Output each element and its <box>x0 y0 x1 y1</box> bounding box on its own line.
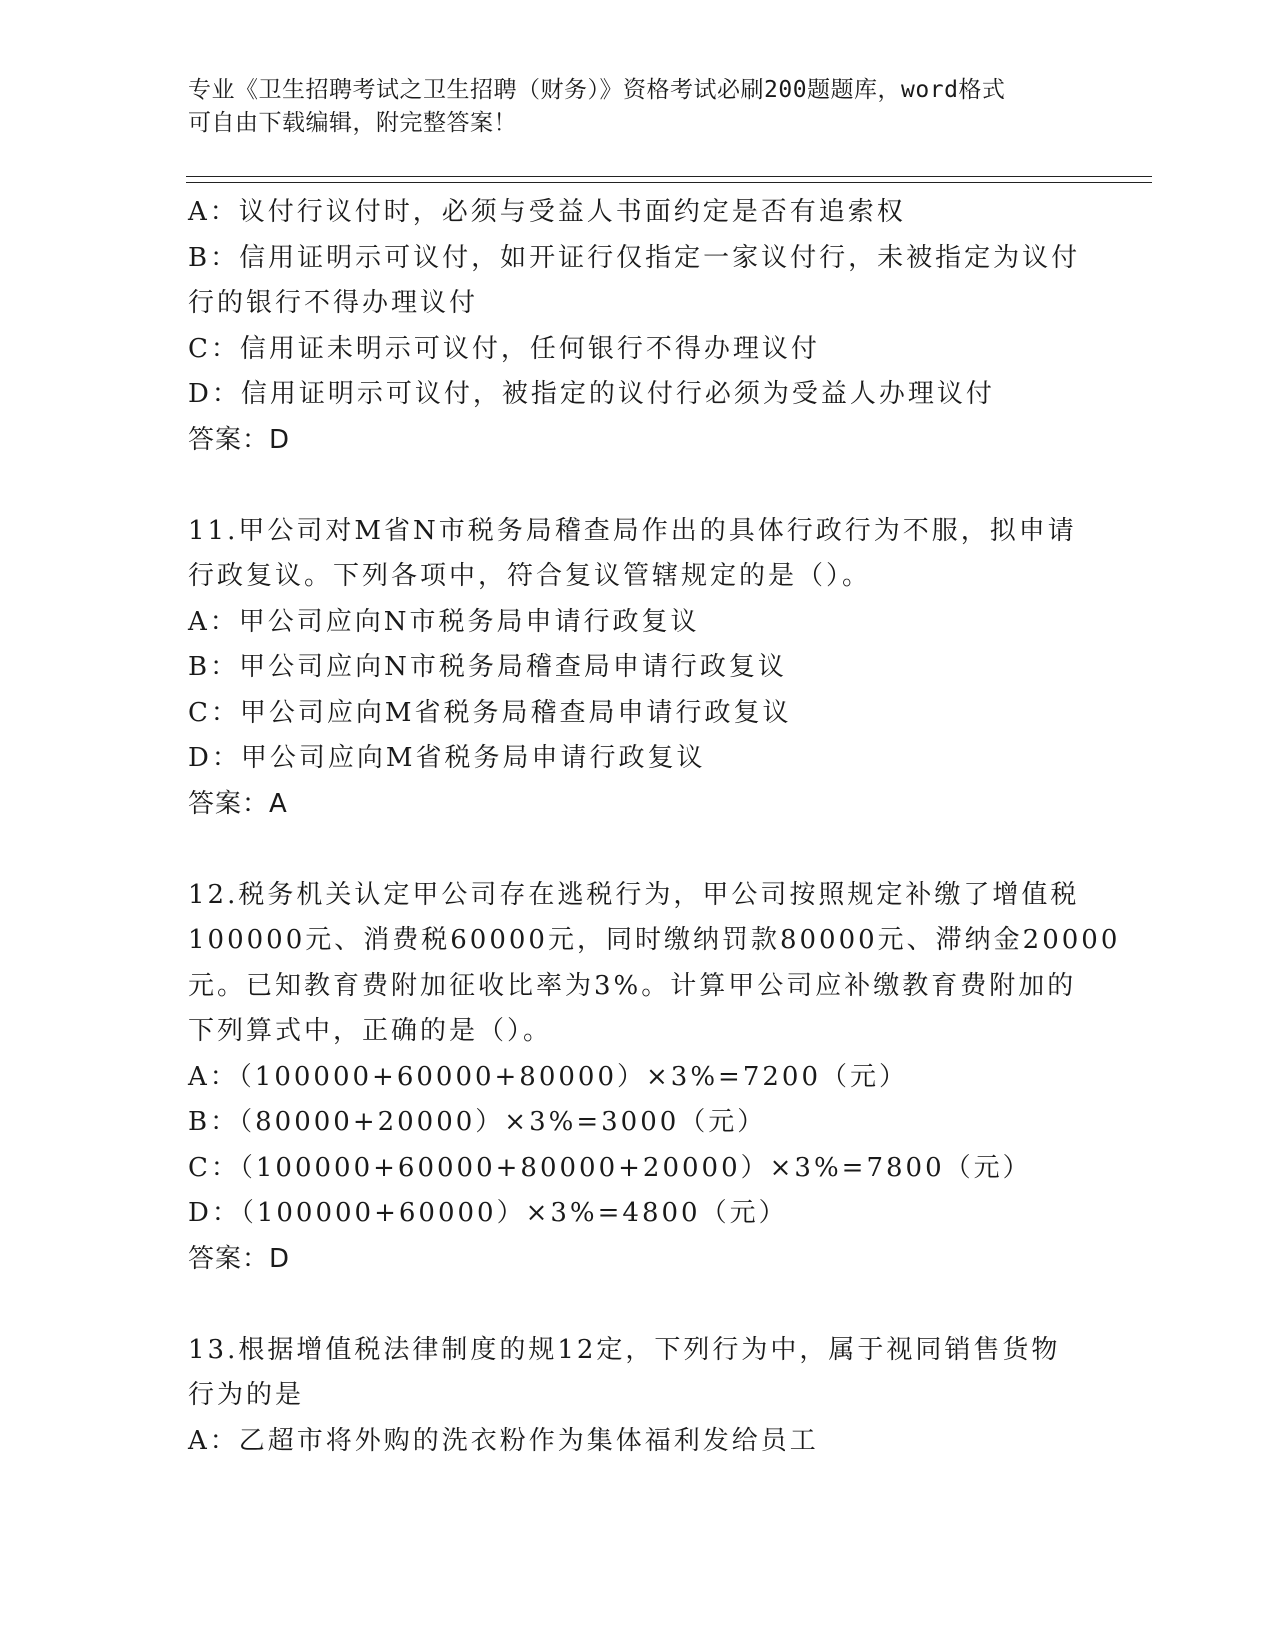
q11-option-c: C：甲公司应向M省税务局稽查局申请行政复议 <box>188 697 792 728</box>
header-divider-top <box>186 176 1152 177</box>
q10-option-b-line-2: 行的银行不得办理议付 <box>188 288 479 318</box>
q12-option-b: B：（80000+20000）×3%=3000（元） <box>188 1107 767 1137</box>
q12-answer: 答案：D <box>188 1243 291 1274</box>
q11-stem-line-2: 行政复议。下列各项中，符合复议管辖规定的是（）。 <box>188 561 872 591</box>
q10-option-b-line-1: B：信用证明示可议付，如开证行仅指定一家议付行，未被指定为议付 <box>188 242 1081 273</box>
q13-stem-line-2: 行为的是 <box>188 1380 305 1410</box>
q12-stem-line-1: 12.税务机关认定甲公司存在逃税行为，甲公司按照规定补缴了增值税 <box>188 879 1080 910</box>
q12-stem-line-4: 下列算式中，正确的是（）。 <box>188 1016 553 1046</box>
header-title-line-1: 专业《卫生招聘考试之卫生招聘（财务）》资格考试必刷200题题库，word格式 <box>188 77 1006 103</box>
q11-option-b: B：甲公司应向N市税务局稽查局申请行政复议 <box>188 652 787 682</box>
q11-stem-line-1: 11.甲公司对M省N市税务局稽查局作出的具体行政行为不服，拟申请 <box>188 515 1077 546</box>
q10-option-c: C：信用证未明示可议付，任何银行不得办理议付 <box>188 333 820 364</box>
q11-answer: 答案：A <box>188 788 288 819</box>
q12-option-d: D：（100000+60000）×3%=4800（元） <box>188 1198 788 1228</box>
question-11-block <box>188 509 1088 828</box>
q11-option-a: A：甲公司应向N市税务局申请行政复议 <box>188 606 700 637</box>
spacer <box>188 1282 1088 1328</box>
q10-option-d: D：信用证明示可议付，被指定的议付行必须为受益人办理议付 <box>188 379 995 409</box>
q12-option-a: A：（100000+60000+80000）×3%=7200（元） <box>188 1061 909 1092</box>
question-10-block <box>188 190 1088 463</box>
document-header <box>188 74 1088 140</box>
q13-stem-line-1: 13.根据增值税法律制度的规12定，下列行为中，属于视同销售货物 <box>188 1334 1061 1365</box>
q10-option-a: A：议付行议付时，必须与受益人书面约定是否有追索权 <box>188 197 906 227</box>
question-12-block <box>188 873 1121 1283</box>
q12-option-c: C：（100000+60000+80000+20000）×3%=7800（元） <box>188 1152 1032 1183</box>
q13-option-a: A：乙超市将外购的洗衣粉作为集体福利发给员工 <box>188 1425 819 1456</box>
spacer <box>188 463 1088 509</box>
question-content <box>188 190 1121 1464</box>
question-13-block <box>188 1328 1088 1465</box>
header-divider-bottom <box>186 182 1152 183</box>
header-title-line-2: 可自由下载编辑，附完整答案！ <box>188 110 517 136</box>
spacer <box>188 827 1088 873</box>
q11-option-d: D：甲公司应向M省税务局申请行政复议 <box>188 743 706 773</box>
q12-stem-line-3: 元。已知教育费附加征收比率为3%。计算甲公司应补缴教育费附加的 <box>188 970 1077 1001</box>
q12-stem-line-2: 100000元、消费税60000元，同时缴纳罚款80000元、滞纳金20000 <box>188 925 1121 955</box>
q10-answer: 答案：D <box>188 424 291 455</box>
